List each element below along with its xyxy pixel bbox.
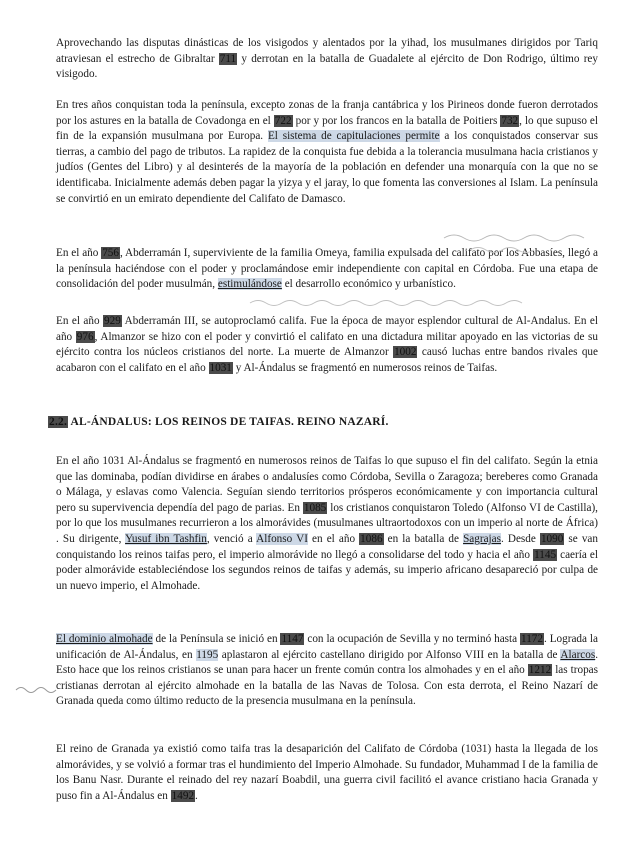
text: y Al-Ándalus se fragmentó en numerosos reinos de Taifas. [232, 361, 498, 374]
year-highlight: 1086 [360, 532, 383, 545]
text: en la batalla de [383, 532, 464, 545]
section-number: 2.2. [49, 416, 68, 428]
text: a los conquistados conservar sus tierras, a cambio del pago de tributos. La rapidez de la conquista fue debida a la tolerancia musulmana hacia cristianos y judíos (Gentes del Libro) y al desinterés de la mayoría de la población en defender una monarquía con la que no se identificaba. Inicialmente además deben pagar la yizya y el jaray, lo que fomenta las conversiones al Islam. La península se convirtió en un emirato dependiente del Califato de Damasco. [56, 130, 598, 205]
text: de la Península se inició en [152, 633, 281, 645]
text: las tropas cristianas derrotan al ejército almohade en la batalla de las Navas de Tolosa. Con esta derrota, el Reino Nazarí de Granada queda como último reducto de la presencia musulmana en la península. [56, 664, 598, 708]
text-highlight: Alarcos [560, 648, 596, 661]
text: El reino de Granada ya existió como taifa tras la desaparición del Califato de Córdoba (1031) hasta la llegada de los almorávides, y se volvió a formar tras el hundimiento del Imperio Almohade. Su fundador, Muhammad I de la familia de los Banu Nasr. Durante el reinado del rey nazarí Boabdil, una guerra civil facilitó el avance cristiano hacia Granada y puso fin a Al-Ándalus en [56, 743, 598, 802]
year-highlight: 1090 [540, 532, 564, 545]
text: los cristianos conquistaron Toledo (Alfonso VI de Castilla), por lo que los musulmanes recurrieron a los almorávides (musulmanes ultraortodoxos con un imperio al norte de África) . Su dirigente, [56, 501, 598, 545]
year-highlight: 1195 [196, 648, 219, 661]
year-highlight: 976 [76, 330, 94, 343]
paragraph-taifas [56, 454, 598, 594]
year-highlight: 722 [274, 114, 292, 127]
text-highlight: Yusuf ibn Tashfin [125, 532, 207, 545]
year-highlight: 1085 [303, 501, 327, 514]
text: por y por los francos en la batalla de Poitiers [292, 114, 501, 127]
paragraph-almohade [56, 632, 598, 710]
year-highlight: 1147 [281, 633, 304, 645]
text: . Esto hace que los reinos cristianos se unan para hacer un frente común contra los almohades y en el año [56, 648, 599, 677]
text-highlight: estimulándose [217, 278, 282, 291]
text: y derrotan en la batalla de Guadalete al ejército de Don Rodrigo, último rey visigodo. [56, 52, 598, 81]
text: aplastaron al ejército castellano dirigido por Alfonso VIII en la batalla de [218, 648, 561, 661]
year-highlight: 1492 [171, 789, 195, 802]
year-highlight: 1002 [394, 346, 417, 359]
text: En el año [56, 315, 104, 327]
text-highlight: Alfonso VI [256, 532, 308, 545]
text: con la ocupación de Sevilla y no terminó hasta [304, 633, 521, 645]
text: , venció a [206, 532, 257, 545]
year-highlight: 1145 [534, 548, 557, 561]
text: caería el poder almorávide estableciéndose los segundos reinos de taifas y además, su imperio africano desapareció por culpa de un nuevo imperio, el Almohade. [56, 548, 598, 592]
text: causó luchas entre bandos rivales que acabaron con el califato en el año [56, 346, 598, 374]
text: , Almanzor se hizo con el poder y convirtió el califato en una dictadura militar apoyado en las victorias de su ejército contra los núcleos cristianos del norte. La muerte de Almanzor [56, 330, 598, 359]
year-highlight: 711 [219, 52, 237, 65]
paragraph-three-years [56, 98, 598, 207]
year-highlight: 1172 [521, 633, 543, 645]
handwritten-scribble [246, 296, 546, 310]
section-heading [48, 416, 389, 428]
year-highlight: 756 [102, 247, 119, 259]
text: Abderramán III, se autoproclamó califa. Fue la época de mayor esplendor cultural de Al-Andalus. En el año [56, 315, 599, 343]
text: , lo que supuso el fin de la expansión musulmana por Europa. [56, 114, 598, 143]
year-highlight: 1031 [209, 361, 232, 374]
handwritten-scribble [14, 682, 60, 698]
text: en el año [307, 532, 360, 545]
text: . Desde [500, 532, 540, 545]
text: En tres años conquistan toda la península, excepto zonas de la franja cantábrica y los Pirineos donde fueron derrotados por los astures en la batalla de Covadonga en el [56, 99, 598, 127]
text: el desarrollo económico y urbanístico. [281, 278, 456, 291]
text: En el año [56, 247, 102, 259]
text-highlight: El dominio almohade [56, 633, 153, 645]
text: . [195, 789, 198, 802]
year-highlight: 929 [104, 315, 121, 327]
text-highlight: El sistema de capitulaciones permite [267, 130, 440, 143]
text: . Lograda la unificación de Al-Ándalus, en [56, 633, 598, 661]
paragraph-conquest [56, 36, 598, 83]
text: Aprovechando las disputas dinásticas de los visigodos y alentados por la yihad, los musulmanes dirigidos por Tariq atraviesan el estrecho de Gibraltar [56, 37, 598, 65]
handwritten-scribble [440, 228, 620, 258]
text: , Abderramán I, superviviente de la familia Omeya, familia expulsada del califato por los Abbasíes, llegó a la península haciéndose con el poder y proclamándose emir independiente con capital en Córdoba. Fue una etapa de consolidación del poder musulmán, [56, 247, 598, 291]
year-highlight: 732 [501, 114, 519, 127]
text: En el año 1031 Al-Ándalus se fragmentó en numerosos reinos de Taifas lo que supuso el fin del califato. Según la etnia que las dominaba, podían dividirse en árabes o andalusíes como Córdoba, Sevilla o Zaragoza; bereberes como Granada o Málaga, y eslavas como Valencia. Seguían siendo territorios prósperos económicamente y con importancia cultural pero su supervivencia dependía del pago de parias. En [56, 455, 598, 514]
paragraph-caliphate [56, 314, 598, 376]
paragraph-granada [56, 742, 598, 804]
text-highlight: Sagrajas [463, 532, 501, 545]
year-highlight: 1212 [528, 664, 552, 677]
section-title: AL-ÁNDALUS: LOS REINOS DE TAIFAS. REINO NAZARÍ. [68, 416, 389, 428]
text: se van conquistando los reinos taifas pero, el imperio almorávide no llegó a consolidarse del todo y hacia el año [56, 532, 598, 561]
